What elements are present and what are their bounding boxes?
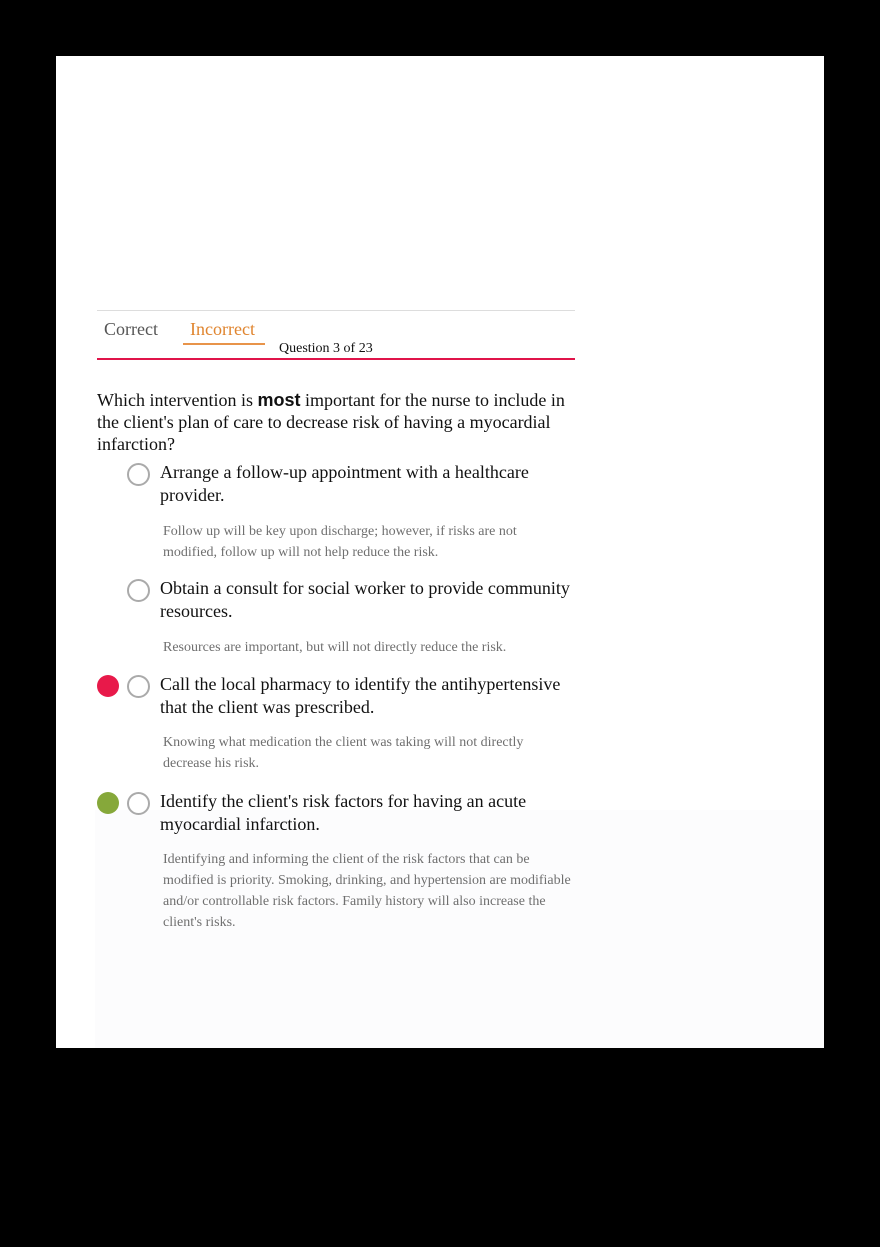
incorrect-marker-icon [97, 675, 119, 697]
option-label[interactable]: Call the local pharmacy to identify the antihypertensive that the client was prescribed. [160, 674, 561, 717]
tab-incorrect[interactable]: Incorrect [190, 319, 255, 339]
tab-correct[interactable]: Correct [104, 319, 158, 339]
radio-button[interactable] [127, 579, 150, 602]
radio-button[interactable] [127, 463, 150, 486]
question-suffix: important for the nurse to include in the client's plan of care to decrease risk of having a myocardial infarction? [97, 390, 565, 454]
rationale-4: Identifying and informing the client of the risk factors that can be modified is priority. Smoking, drinking, and hypertension are modifiable and/or controllable risk factors. Family history will also increase the client's risks. [163, 852, 571, 930]
radio-button[interactable] [127, 675, 150, 698]
rationale-2: Resources are important, but will not directly reduce the risk. [163, 640, 507, 655]
section-divider [97, 358, 575, 360]
question-text [97, 389, 577, 455]
correct-marker-icon [97, 792, 119, 814]
active-tab-indicator [183, 343, 265, 345]
rationale-1: Follow up will be key upon discharge; however, if risks are not modified, follow up will not help reduce the risk. [163, 524, 517, 560]
option-label[interactable]: Identify the client's risk factors for having an acute myocardial infarction. [160, 791, 527, 834]
question-prefix: Which intervention is [97, 390, 258, 410]
option-label[interactable]: Arrange a follow-up appointment with a healthcare provider. [160, 462, 529, 505]
header-divider [97, 310, 575, 311]
option-label[interactable]: Obtain a consult for social worker to provide community resources. [160, 578, 570, 621]
radio-button[interactable] [127, 792, 150, 815]
rationale-3: Knowing what medication the client was taking will not directly decrease his risk. [163, 735, 524, 771]
question-emphasis: most [257, 390, 301, 410]
question-counter: Question 3 of 23 [279, 341, 373, 356]
quiz-page [56, 56, 824, 1048]
